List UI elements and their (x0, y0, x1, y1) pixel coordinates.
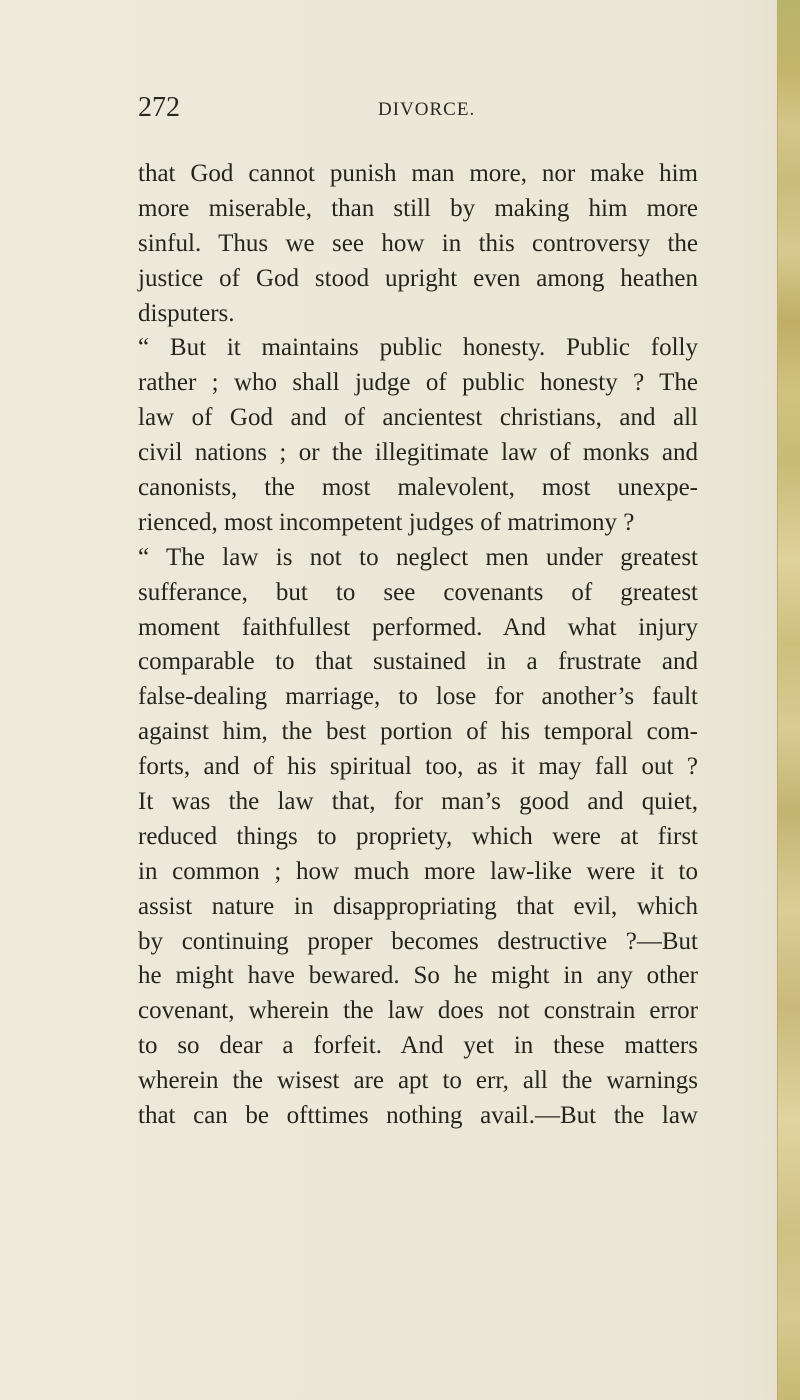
text-line: “ But it maintains public honesty. Public folly (138, 334, 698, 362)
text-line: sinful. Thus we see how in this controversy the (138, 229, 698, 257)
text-line: It was the law that, for man’s good and quiet, (138, 788, 698, 816)
text-line: covenant, wherein the law does not constrain error (138, 997, 698, 1025)
text-line: civil nations ; or the illegitimate law of monks and (138, 439, 698, 467)
text-line: rienced, most incompetent judges of matrimony ? (138, 508, 635, 536)
text-line: to so dear a forfeit. And yet in these matters (138, 1032, 698, 1060)
body-text (138, 157, 698, 1134)
text-line: he might have bewared. So he might in any other (138, 962, 698, 990)
text-line: wherein the wisest are apt to err, all the warnings (138, 1067, 698, 1095)
text-line: reduced things to propriety, which were at first (138, 822, 698, 850)
running-head: DIVORCE. (378, 99, 476, 120)
text-line: that can be ofttimes nothing avail.—But the law (138, 1102, 698, 1130)
text-line: comparable to that sustained in a frustrate and (138, 648, 698, 676)
page-number: 272 (138, 92, 180, 123)
page-header (138, 88, 678, 128)
text-line: false-dealing marriage, to lose for another’s fault (138, 683, 698, 711)
text-line: canonists, the most malevolent, most unexpe- (138, 474, 698, 502)
text-line: “ The law is not to neglect men under greatest (138, 543, 698, 571)
text-line: assist nature in disappropriating that evil, which (138, 892, 698, 920)
text-line: in common ; how much more law-like were it to (138, 857, 698, 885)
text-line: rather ; who shall judge of public honesty ? The (138, 369, 698, 397)
text-line: against him, the best portion of his temporal com- (138, 718, 698, 746)
text-line: that God cannot punish man more, nor make him (138, 160, 698, 187)
text-line: disputers. (138, 299, 235, 327)
text-line: moment faithfullest performed. And what injury (138, 613, 698, 641)
text-line: more miserable, than still by making him more (138, 194, 698, 222)
page-edge (777, 0, 800, 1400)
text-line: justice of God stood upright even among heathen (138, 264, 698, 292)
text-line: forts, and of his spiritual too, as it may fall out ? (138, 753, 698, 781)
text-line: law of God and of ancientest christians, and all (138, 404, 698, 432)
text-line: by continuing proper becomes destructive ?—But (138, 927, 698, 955)
text-line: sufferance, but to see covenants of greatest (138, 578, 698, 606)
